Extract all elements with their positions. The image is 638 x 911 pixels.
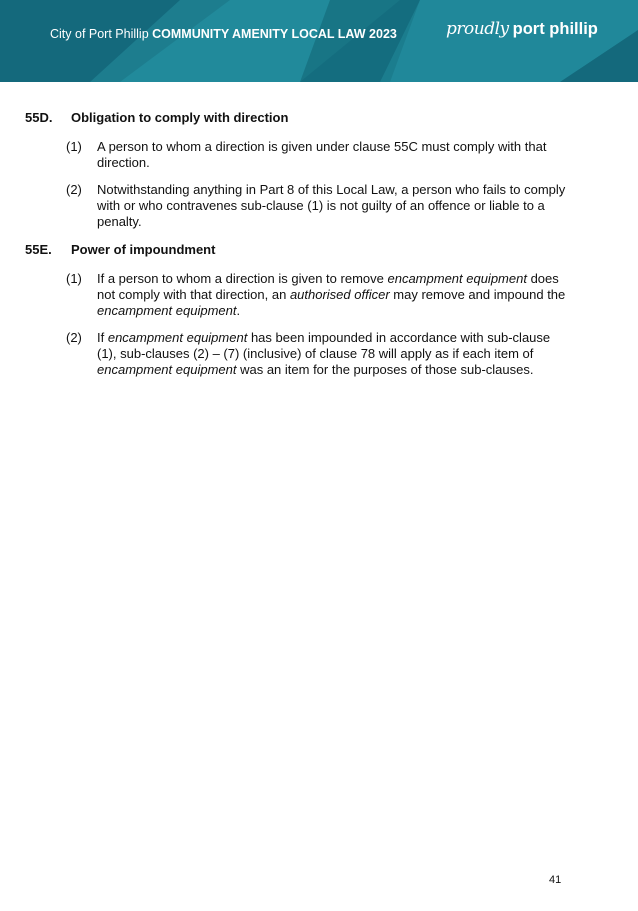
clause-55d-1: [66, 139, 571, 171]
clause-55e-2: [66, 330, 571, 378]
brand-script: proudly: [446, 19, 509, 39]
clause-text: Notwithstanding anything in Part 8 of this Local Law, a person who fails to comply with or who contravenes sub-clause (1) is not guilty of an offence or liable to a penalty.: [97, 182, 566, 229]
section-heading-55d: [25, 110, 288, 125]
banner-background: [0, 0, 638, 82]
text-run: may remove and impound the: [389, 287, 566, 302]
clause-label: (2): [66, 182, 82, 197]
text-run: If a person to whom a direction is given to remove: [97, 271, 388, 286]
section-title: Obligation to comply with direction: [71, 110, 289, 125]
page-number: 41: [549, 874, 562, 886]
defined-term: encampment equipment: [387, 271, 527, 286]
section-number: 55E.: [25, 242, 52, 257]
clause-label: (1): [66, 139, 82, 154]
clause-text: [97, 271, 571, 319]
brand-logo: [446, 19, 598, 39]
clause-55e-1: [66, 271, 571, 319]
section-number: 55D.: [25, 110, 53, 125]
clause-label: (1): [66, 271, 82, 286]
clause-text: [97, 330, 571, 378]
text-run: was an item for the purposes of those sub-clauses.: [236, 362, 534, 377]
text-run: does not comply with that direction, an: [97, 271, 559, 302]
header-banner: [0, 0, 638, 82]
defined-term: encampment equipment: [97, 303, 237, 318]
text-run: has been impounded in accordance with sub-clause (1), sub-clauses (2) – (7) (inclusive) of clause 78 will apply as if each item of: [97, 330, 551, 361]
clause-label: (2): [66, 330, 82, 345]
brand-name: port phillip: [512, 20, 598, 38]
defined-term: authorised officer: [289, 287, 390, 302]
title-prefix: City of Port Phillip: [50, 27, 149, 41]
defined-term: encampment equipment: [107, 330, 248, 345]
text-run: .: [236, 303, 241, 318]
title-bold: COMMUNITY AMENITY LOCAL LAW 2023: [152, 27, 397, 41]
section-title: Power of impoundment: [71, 242, 216, 257]
defined-term: encampment equipment: [97, 362, 237, 377]
clause-text: A person to whom a direction is given under clause 55C must comply with that direction.: [97, 139, 547, 170]
section-heading-55e: [25, 242, 215, 257]
clause-55d-2: [66, 182, 571, 230]
document-title: [50, 27, 397, 41]
text-run: If: [97, 330, 108, 345]
